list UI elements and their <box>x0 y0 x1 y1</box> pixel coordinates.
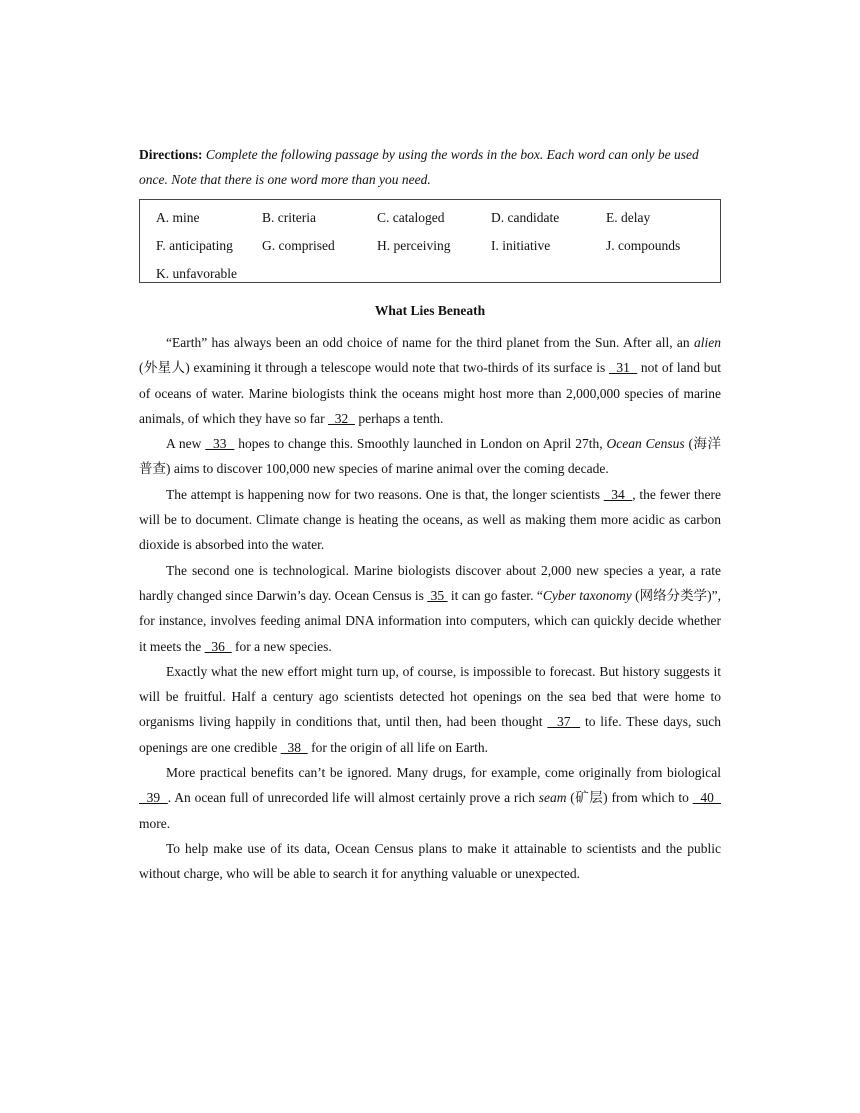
blank-34: 34 <box>603 486 633 502</box>
italic-term: Cyber taxonomy <box>542 587 632 603</box>
blank-32: 32 <box>327 410 355 426</box>
blank-35: 35 <box>427 587 448 603</box>
word-option: K. unfavorable <box>156 266 237 281</box>
blank-38: 38 <box>280 739 308 755</box>
word-option: E. delay <box>606 210 651 225</box>
word-option: F. anticipating <box>156 238 233 253</box>
blank-40: 40 <box>692 790 722 806</box>
word-option: B. criteria <box>262 210 316 225</box>
directions <box>139 142 721 192</box>
word-option: I. initiative <box>491 238 551 253</box>
word-option: J. compounds <box>606 238 681 253</box>
passage-title: What Lies Beneath <box>374 303 486 318</box>
directions-label: Directions: <box>139 147 203 162</box>
paragraph-2: A new 33 hopes to change this. Smoothly launched in London on April 27th, Ocean Census (海洋普查) aims to discover 100,000 new species of marine animal over the coming decade. <box>139 436 722 477</box>
blank-33: 33 <box>205 436 235 452</box>
word-option: A. mine <box>156 210 200 225</box>
paragraph-1: “Earth” has always been an odd choice of name for the third planet from the Sun. After all, an alien (外星人) examining it through a telescope would note that two-thirds of its surface is 31 not of land but of oceans of water. Marine biologists think the oceans might host more than 2,000,000 species of marine animals, of which they have so far 32 perhaps a tenth. <box>139 335 722 426</box>
italic-term: alien <box>694 335 721 350</box>
blank-31: 31 <box>608 360 638 376</box>
word-box <box>139 199 721 283</box>
italic-term: seam <box>538 790 567 806</box>
blank-37: 37 <box>547 714 581 730</box>
directions-text: Complete the following passage by using the words in the box. Each word can only be used once. Note that there is one word more than you need. <box>139 147 699 187</box>
paragraph-3: The attempt is happening now for two reasons. One is that, the longer scientists 34 , the fewer there will be to document. Climate change is heating the oceans, as well as making them more acidic as carbon dioxide is absorbed into the water. <box>139 486 721 553</box>
word-option: D. candidate <box>491 210 560 225</box>
paragraph-5: Exactly what the new effort might turn up, of course, is impossible to forecast. But history suggests it will be fruitful. Half a century ago scientists detected hot openings on the sea bed that were home to organisms living happily in conditions that, until then, had been thought 37 to life. These days, such openings are one credible 38 for the origin of all life on Earth. <box>139 663 721 755</box>
word-option: G. comprised <box>262 238 335 253</box>
paragraph-4: The second one is technological. Marine biologists discover about 2,000 new species a year, a rate hardly changed since Darwin’s day. Ocean Census is 35 it can go faster. “Cyber taxonomy (网络分类学)”, for instance, involves feeding animal DNA information into computers, which can quickly decide whether it meets the 36 for a new species. <box>139 562 722 654</box>
word-option: H. perceiving <box>377 238 451 253</box>
worksheet-page <box>139 142 721 887</box>
paragraph-7: To help make use of its data, Ocean Census plans to make it attainable to scientists and the public without charge, who will be able to search it for anything valuable or unexpected. <box>139 840 721 882</box>
italic-term: Ocean Census <box>606 436 685 452</box>
paragraph-6: More practical benefits can’t be ignored. Many drugs, for example, come originally from biological 39 . An ocean full of unrecorded life will almost certainly prove a rich seam (矿层) from which to 40 more. <box>139 765 722 831</box>
word-option: C. cataloged <box>377 210 445 225</box>
blank-39: 39 <box>139 790 168 806</box>
blank-36: 36 <box>204 638 232 654</box>
